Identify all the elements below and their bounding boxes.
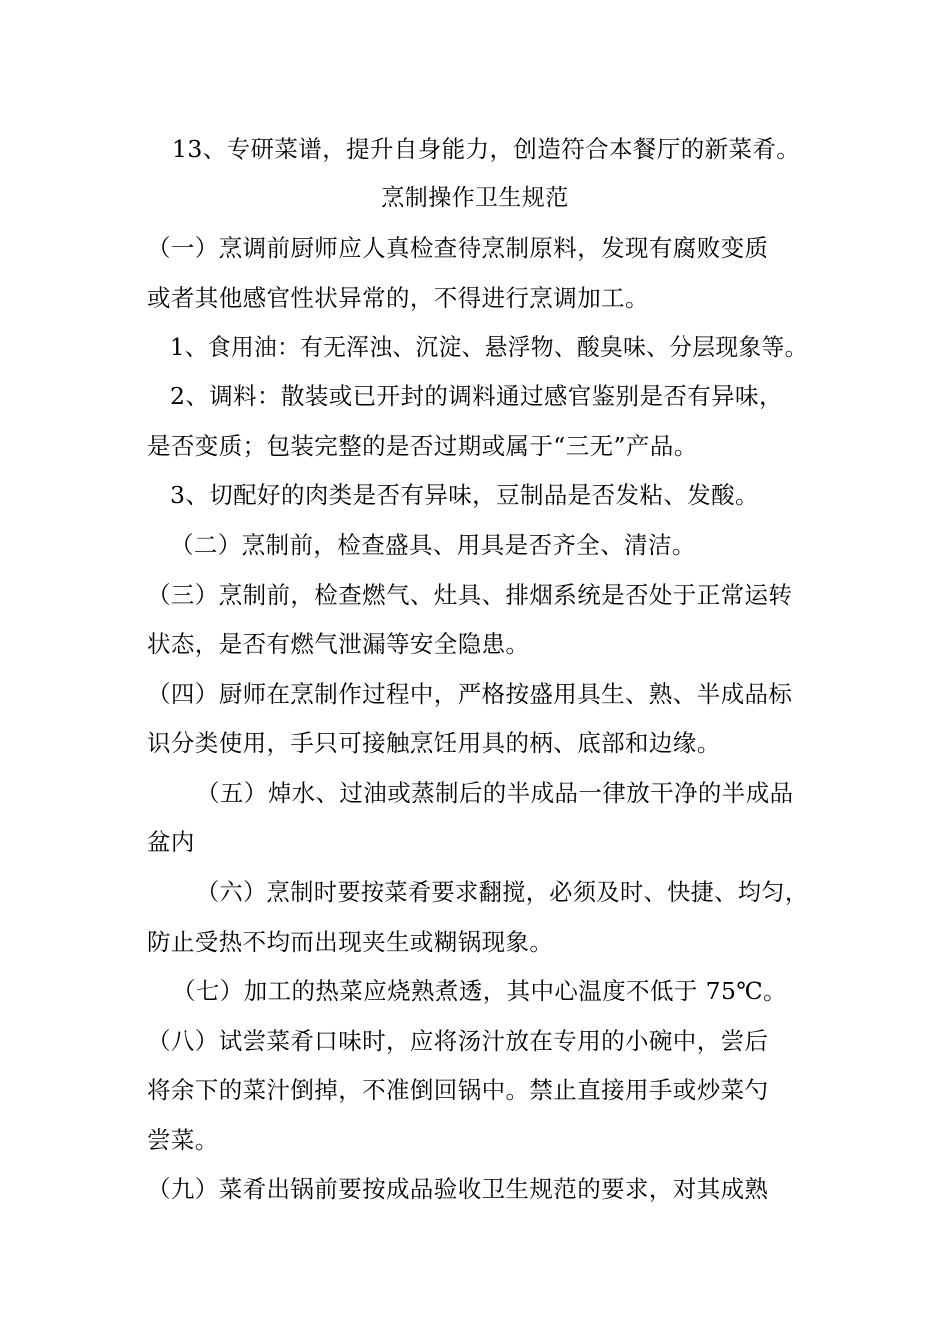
text-line: 将余下的菜汁倒掉，不准倒回锅中。禁止直接用手或炒菜勺 [147,1076,769,1104]
section-title: 烹制操作卫生规范 [381,185,569,211]
text-line: （四）厨师在烹制作过程中，严格按盛用具生、熟、半成品标 [147,680,793,708]
text-line: （六）烹制时要按菜肴要求翻搅，必须及时、快捷、均匀， [196,878,809,906]
text-line: （八）试尝菜肴口味时，应将汤汁放在专用的小碗中，尝后 [147,1027,769,1055]
text-line: （九）菜肴出锅前要按成品验收卫生规范的要求，对其成熟 [147,1175,769,1203]
text-line: （一）烹调前厨师应人真检查待烹制原料，发现有腐败变质 [147,234,769,262]
text-line: 是否变质；包装完整的是否过期或属于“三无”产品。 [147,432,698,460]
text-line: 3、切配好的肉类是否有异味，豆制品是否发粘、发酸。 [170,481,759,509]
text-line: （五）焯水、过油或蒸制后的半成品一律放干净的半成品 [196,779,794,807]
text-line: 盆内 [147,828,195,856]
text-line: 13、专研菜谱，提升自身能力，创造符合本餐厅的新菜肴。 [172,135,801,163]
text-line: 2、调料：散装或已开封的调料通过感官鉴别是否有异味， [170,382,783,410]
text-line: 状态，是否有燃气泄漏等安全隐患。 [147,630,530,658]
text-line: 防止受热不均而出现夹生或糊锅现象。 [147,928,554,956]
text-line: 尝菜。 [147,1126,219,1154]
text-line: （二）烹制前，检查盛具、用具是否齐全、清洁。 [170,531,696,559]
text-line: 1、食用油：有无浑浊、沉淀、悬浮物、酸臭味、分层现象等。 [170,333,808,361]
text-line: （七）加工的热菜应烧熟煮透，其中心温度不低于 75℃。 [172,977,787,1005]
text-line: 或者其他感官性状异常的，不得进行烹调加工。 [147,284,649,312]
text-line: （三）烹制前，检查燃气、灶具、排烟系统是否处于正常运转 [147,581,793,609]
text-line: 识分类使用，手只可接触烹饪用具的柄、底部和边缘。 [147,729,721,757]
